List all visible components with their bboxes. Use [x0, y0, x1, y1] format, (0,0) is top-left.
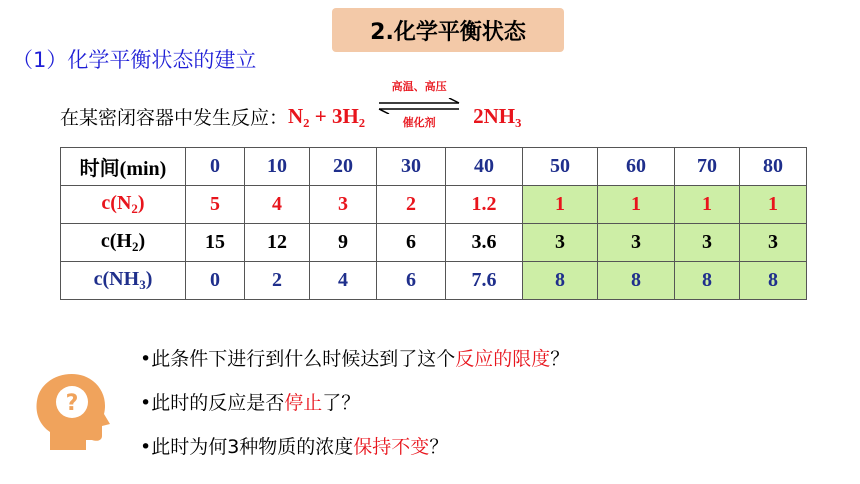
- table-cell: 8: [598, 262, 675, 300]
- reactants: N₂ + 3H₂: [288, 103, 366, 128]
- section-title: （1）化学平衡状态的建立: [12, 48, 257, 72]
- question-highlight: 反应的限度: [455, 348, 551, 370]
- table-cell: 9: [310, 224, 377, 262]
- table-cell: 5: [186, 186, 245, 224]
- table-cell: 6: [377, 262, 446, 300]
- table-cell: 1: [675, 186, 740, 224]
- svg-text:?: ?: [65, 391, 79, 416]
- table-cell: 80: [740, 148, 807, 186]
- reaction-prefix: 在某密闭容器中发生反应：: [60, 106, 289, 129]
- question-highlight: 停止: [284, 392, 323, 414]
- question-list: [140, 344, 569, 476]
- table-cell: 30: [377, 148, 446, 186]
- row-header-h2: $c(H_2)$: [61, 224, 186, 262]
- table-cell: 20: [310, 148, 377, 186]
- question-item: [140, 344, 569, 388]
- table-row-n2: [61, 186, 807, 224]
- row-header-time: 时间(min): [61, 148, 186, 186]
- table-cell: 3: [740, 224, 807, 262]
- condition-top: 高温、高压: [391, 80, 447, 93]
- table-cell: 12: [245, 224, 310, 262]
- question-text: ？: [429, 436, 449, 458]
- table-cell: 4: [245, 186, 310, 224]
- table-row-nh3: [61, 262, 807, 300]
- condition-bottom: 催化剂: [402, 116, 436, 129]
- question-text: ？: [550, 348, 570, 370]
- table-cell: 7.6: [446, 262, 523, 300]
- table-cell: 6: [377, 224, 446, 262]
- table-cell: 4: [310, 262, 377, 300]
- table-cell: 0: [186, 262, 245, 300]
- table-cell: 2: [245, 262, 310, 300]
- table-cell: 1: [598, 186, 675, 224]
- question-item: [140, 432, 569, 476]
- table-cell: 3: [598, 224, 675, 262]
- thinking-head-question-icon: [30, 370, 112, 454]
- reversible-arrow-icon: [377, 98, 461, 114]
- table-cell: 8: [740, 262, 807, 300]
- table-row-h2: [61, 224, 807, 262]
- table-cell: 50: [523, 148, 598, 186]
- table-cell: 3: [310, 186, 377, 224]
- row-header-n2: $c(N_2)$: [61, 186, 186, 224]
- table-cell: 70: [675, 148, 740, 186]
- table-cell: 3: [523, 224, 598, 262]
- slide-title-box: [332, 8, 564, 52]
- question-text: •此时为何3种物质的浓度: [140, 436, 354, 458]
- table-row-time: [61, 148, 807, 186]
- concentration-table: [60, 147, 807, 300]
- table-cell: 1.2: [446, 186, 523, 224]
- table-cell: 3.6: [446, 224, 523, 262]
- table-cell: 0: [186, 148, 245, 186]
- row-header-nh3: $c(NH_3)$: [61, 262, 186, 300]
- table-cell: 15: [186, 224, 245, 262]
- slide-title: 2.化学平衡状态: [370, 19, 526, 45]
- table-cell: 40: [446, 148, 523, 186]
- question-text: 了？: [322, 392, 361, 414]
- question-text: •此条件下进行到什么时候达到了这个: [140, 348, 456, 370]
- table-cell: 8: [675, 262, 740, 300]
- table-cell: 1: [740, 186, 807, 224]
- products: 2NH₃: [473, 103, 522, 128]
- question-item: [140, 388, 569, 432]
- table-cell: 8: [523, 262, 598, 300]
- question-highlight: 保持不变: [353, 436, 430, 458]
- reaction-line: [60, 80, 522, 136]
- question-text: •此时的反应是否: [140, 392, 285, 414]
- table-cell: 2: [377, 186, 446, 224]
- equilibrium-arrow: [377, 80, 461, 136]
- table-cell: 1: [523, 186, 598, 224]
- table-cell: 60: [598, 148, 675, 186]
- table-cell: 10: [245, 148, 310, 186]
- table-cell: 3: [675, 224, 740, 262]
